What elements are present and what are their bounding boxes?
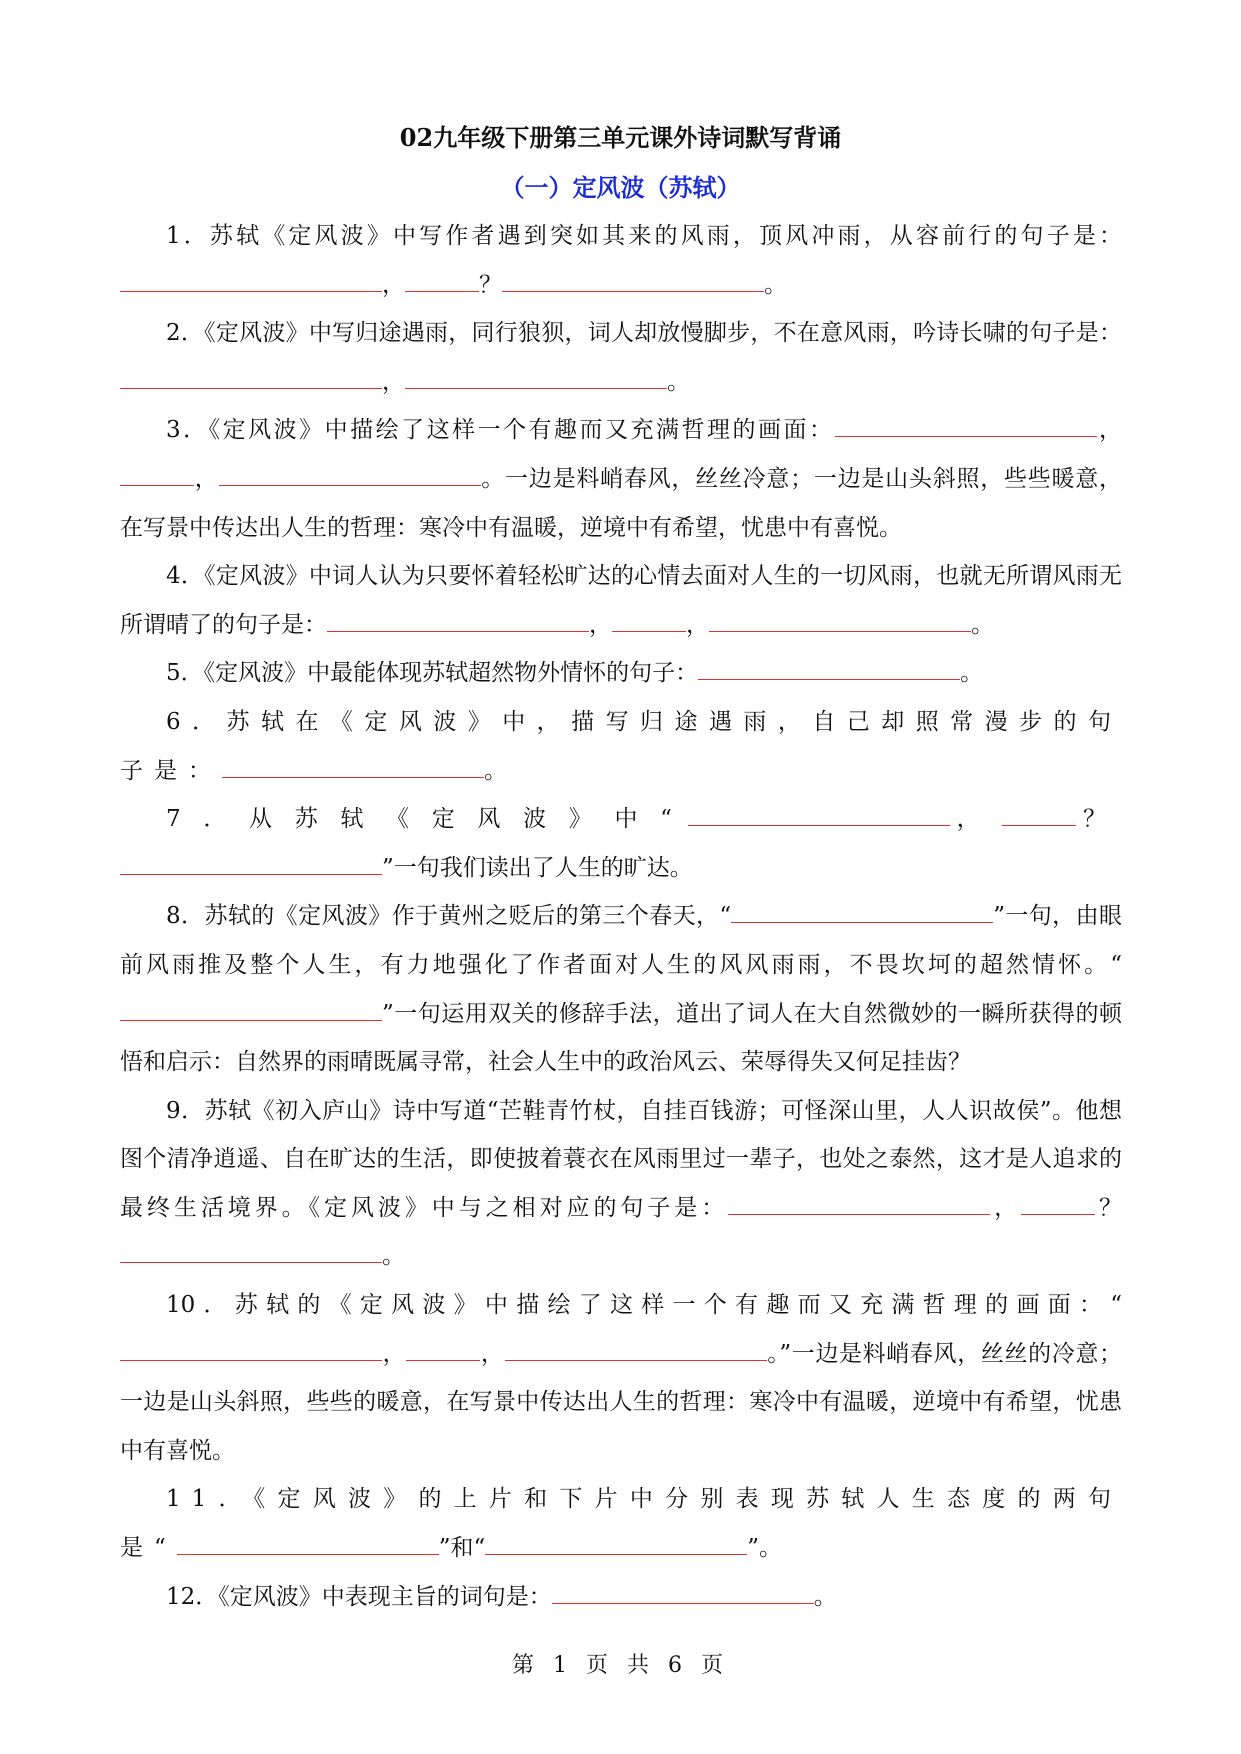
- page-title: 02九年级下册第三单元课外诗词默写背诵: [399, 123, 842, 152]
- question-11: 11．《定风波》的上片和下片中分别表现苏轼人生态度的两句是“ ”和“ ”。: [120, 1486, 1122, 1562]
- answer-blank[interactable]: [688, 807, 950, 826]
- answer-blank[interactable]: [698, 661, 960, 680]
- answer-blank[interactable]: [120, 370, 382, 389]
- answer-blank[interactable]: [731, 904, 993, 923]
- answer-blank[interactable]: [120, 1002, 382, 1021]
- page-footer: 第 1 页 共 6 页: [512, 1653, 729, 1678]
- answer-blank[interactable]: [405, 273, 479, 292]
- answer-blank[interactable]: [502, 273, 764, 292]
- question-4: 4．《定风波》中词人认为只要怀着轻松旷达的心情去面对人生的一切风雨，也就无所谓风雨无所谓晴了的句子是： ， ， 。: [120, 563, 1122, 638]
- answer-blank[interactable]: [222, 759, 484, 778]
- question-7: 7．从苏轼《定风波》中“ ， ？”一句我们读出了人生的旷达。: [120, 795, 1122, 892]
- answer-blank[interactable]: [835, 418, 1097, 437]
- answer-blank[interactable]: [219, 467, 481, 486]
- answer-blank[interactable]: [120, 467, 194, 486]
- answer-blank[interactable]: [327, 613, 589, 632]
- answer-blank[interactable]: [709, 613, 971, 632]
- question-9: 9．苏轼《初入庐山》诗中写道“芒鞋青竹杖，自挂百钱游；可怪深山里，人人识故侯”。他想图个清净逍遥、自在旷达的生活，即使披着蓑衣在风雨里过一辈子，也处之泰然，这才是人追求的最终生活境界。《定风波》中与之相对应的句子是： ， ？。: [120, 1097, 1123, 1270]
- answer-blank[interactable]: [485, 1536, 747, 1555]
- answer-blank[interactable]: [120, 856, 382, 875]
- answer-blank[interactable]: [120, 273, 382, 292]
- section-title: （一）定风波（苏轼）: [500, 173, 741, 202]
- answer-blank[interactable]: [505, 1342, 767, 1361]
- answer-blank[interactable]: [1021, 1196, 1095, 1215]
- answer-blank[interactable]: [552, 1585, 814, 1604]
- answer-blank[interactable]: [120, 1342, 382, 1361]
- answer-blank[interactable]: [177, 1536, 439, 1555]
- question-2: 2．《定风波》中写归途遇雨，同行狼狈，词人却放慢脚步，不在意风雨，吟诗长啸的句子是：， 。: [120, 309, 1122, 406]
- answer-blank[interactable]: [406, 1342, 480, 1361]
- question-list: [120, 212, 1122, 1621]
- answer-blank[interactable]: [728, 1196, 990, 1215]
- question-1: 1．苏轼《定风波》中写作者遇到突如其来的风雨，顶风冲雨，从容前行的句子是：， ？ 。: [120, 212, 1122, 309]
- question-6: 6．苏轼在《定风波》中，描写归途遇雨，自己却照常漫步的句子是： 。: [120, 708, 1122, 784]
- question-5: 5．《定风波》中最能体现苏轼超然物外情怀的句子： 。: [166, 660, 984, 687]
- answer-blank[interactable]: [612, 613, 686, 632]
- question-12: 12．《定风波》中表现主旨的词句是： 。: [166, 1583, 837, 1610]
- answer-blank[interactable]: [120, 1244, 382, 1263]
- question-3: 3．《定风波》中描绘了这样一个有趣而又充满哲理的画面： ，， 。一边是料峭春风，丝丝冷意；一边是山头斜照，些些暖意，在写景中传达出人生的哲理：寒冷中有温暖，逆境中有希望，忧患中有喜悦。: [120, 417, 1123, 541]
- answer-blank[interactable]: [405, 370, 667, 389]
- question-10: 10．苏轼的《定风波》中描绘了这样一个有趣而又充满哲理的画面：“， ， 。”一边是料峭春风，丝丝的冷意；一边是山头斜照，些些的暖意，在写景中传达出人生的哲理：寒冷中有温暖，逆境中有希望，忧患中有喜悦。: [120, 1292, 1123, 1464]
- question-8: 8．苏轼的《定风波》作于黄州之贬后的第三个春天，“ ”一句，由眼前风雨推及整个人生，有力地强化了作者面对人生的风风雨雨，不畏坎坷的超然情怀。“”一句运用双关的修辞手法，道出了词人在大自然微妙的一瞬所获得的顿悟和启示：自然界的雨晴既属寻常，社会人生中的政治风云、荣辱得失又何足挂齿？: [120, 903, 1122, 1076]
- answer-blank[interactable]: [1002, 807, 1076, 826]
